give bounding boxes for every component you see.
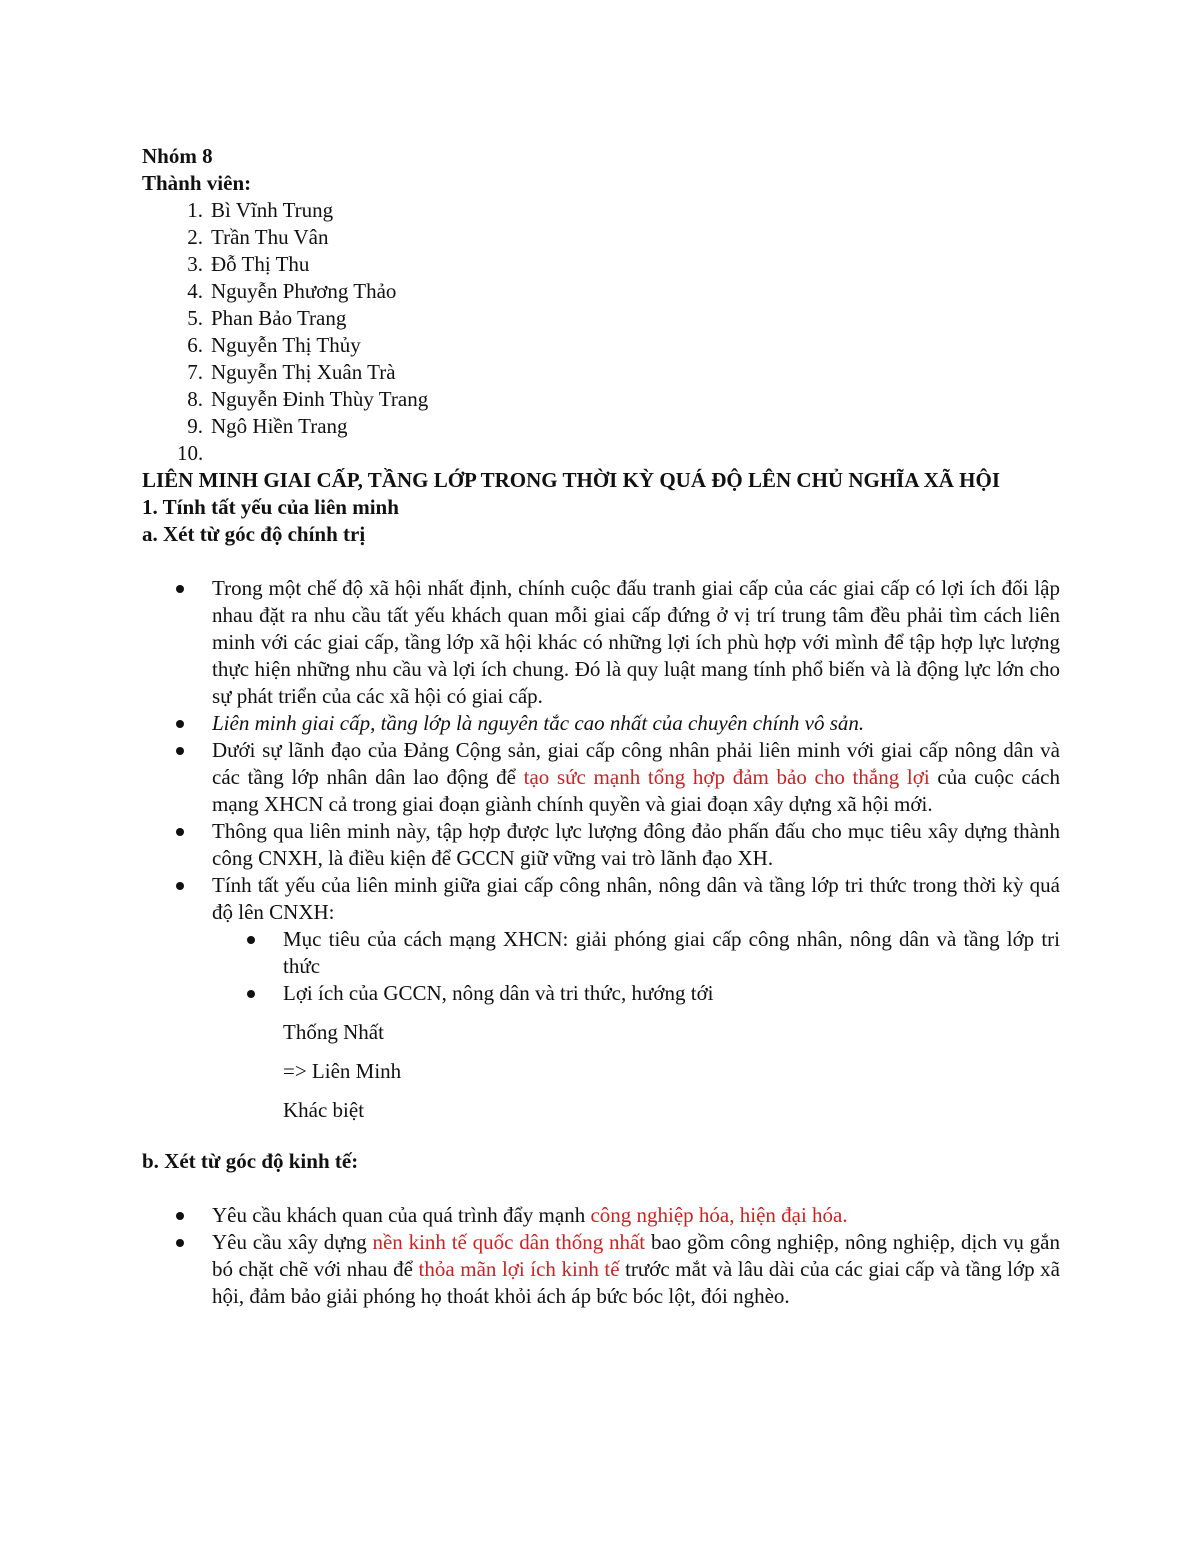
bullet-item [212, 575, 1060, 710]
document-page [142, 143, 1060, 1310]
member-number: 9. [187, 414, 203, 438]
bullet-text: bao gồm công nghiệp, nông nghiệp, dịch vụ gắn bó chặt chẽ với nhau để [212, 1230, 1060, 1281]
bullet-item [212, 818, 1060, 872]
sub-bullet-text: Mục tiêu của cách mạng XHCN: giải phóng giai cấp công nhân, nông dân và tầng lớp tri thức [283, 927, 1060, 978]
concept-diagram [142, 1013, 1060, 1130]
member-name: Nguyễn Thị Xuân Trà [211, 360, 396, 384]
member-name: Ngô Hiền Trang [211, 414, 348, 438]
bullet-text: của cuộc cách mạng XHCN cả trong giai đoạn giành chính quyền và giai đoạn xây dựng xã hội mới. [212, 765, 1060, 816]
member-name: Nguyễn Thị Thủy [211, 333, 361, 357]
bullet-icon [247, 936, 255, 944]
concept-alliance: => Liên Minh [283, 1059, 402, 1083]
sub-bullets [212, 926, 1060, 1007]
bullet-text: trước mắt và lâu dài của các giai cấp và tầng lớp xã hội, đảm bảo giải phóng họ thoát khỏi ách áp bức bóc lột, đói nghèo. [212, 1257, 1060, 1308]
sub-bullet-item [283, 980, 1060, 1007]
document-title: LIÊN MINH GIAI CẤP, TẦNG LỚP TRONG THỜI KỲ QUÁ ĐỘ LÊN CHỦ NGHĨA XÃ HỘI [142, 468, 1001, 492]
concept-difference: Khác biệt [283, 1098, 365, 1122]
highlight-text: nền kinh tế quốc dân thống nhất [372, 1230, 646, 1254]
member-number: 8. [187, 387, 203, 411]
bullet-item [212, 710, 1060, 737]
section-a-heading: a. Xét từ góc độ chính trị [142, 522, 366, 546]
section-b-heading: b. Xét từ góc độ kinh tế: [142, 1149, 359, 1173]
member-name: Bì Vĩnh Trung [211, 198, 334, 222]
bullet-icon [176, 882, 184, 890]
spacer [142, 548, 1060, 575]
bullet-icon [247, 990, 255, 998]
bullet-text: Yêu cầu xây dựng [212, 1230, 373, 1254]
bullet-icon [176, 585, 184, 593]
bullet-icon [176, 1239, 184, 1247]
member-item [177, 197, 1060, 224]
member-name: Nguyễn Đinh Thùy Trang [211, 387, 429, 411]
member-number: 3. [187, 252, 203, 276]
bullet-icon [176, 828, 184, 836]
highlight-text: công nghiệp hóa, hiện đại hóa. [590, 1203, 848, 1227]
spacer [142, 1175, 1060, 1202]
members-label: Thành viên: [142, 171, 252, 195]
highlight-text: tạo sức mạnh tổng hợp đảm bảo cho thắng lợi [523, 765, 930, 789]
member-name: Nguyễn Phương Thảo [211, 279, 397, 303]
bullet-icon [176, 720, 184, 728]
sub-bullet-text: Lợi ích của GCCN, nông dân và tri thức, hướng tới [283, 981, 714, 1005]
member-item [177, 278, 1060, 305]
member-item [177, 332, 1060, 359]
economic-bullets [142, 1202, 1060, 1310]
bullet-text: Liên minh giai cấp, tầng lớp là nguyên tắc cao nhất của chuyên chính vô sản. [212, 711, 865, 735]
bullet-text: Thông qua liên minh này, tập hợp được lực lượng đông đảo phấn đấu cho mục tiêu xây dựng thành công CNXH, là điều kiện để GCCN giữ vững vai trò lãnh đạo XH. [212, 819, 1060, 870]
member-item [177, 359, 1060, 386]
member-number: 10. [177, 441, 204, 465]
member-number: 1. [187, 198, 203, 222]
bullet-item [212, 1202, 1060, 1229]
bullet-item [212, 872, 1060, 1007]
member-name: Đỗ Thị Thu [211, 252, 310, 276]
member-item [177, 251, 1060, 278]
member-name: Phan Bảo Trang [211, 306, 347, 330]
member-item [177, 305, 1060, 332]
member-number: 6. [187, 333, 203, 357]
sub-bullet-item [283, 926, 1060, 980]
group-title: Nhóm 8 [142, 144, 213, 168]
member-item [177, 224, 1060, 251]
bullet-text: Tính tất yếu của liên minh giữa giai cấp công nhân, nông dân và tầng lớp tri thức trong thời kỳ quá độ lên CNXH: [212, 873, 1060, 924]
bullet-icon [176, 747, 184, 755]
member-number: 5. [187, 306, 203, 330]
member-item [177, 386, 1060, 413]
member-item [177, 413, 1060, 440]
bullet-text: Trong một chế độ xã hội nhất định, chính cuộc đấu tranh giai cấp của các giai cấp có lợi ích đối lập nhau đặt ra nhu cầu tất yếu khách quan mỗi giai cấp đứng ở vị trí trung tâm đều phải tìm cách liên minh với các giai cấp, tầng lớp xã hội khác có những lợi ích phù hợp với mình để tập hợp lực lượng thực hiện những nhu cầu và lợi ích chung. Đó là quy luật mang tính phổ biến và là động lực lớn cho sự phát triển của các xã hội có giai cấp. [212, 576, 1060, 708]
bullet-text: Yêu cầu khách quan của quá trình đẩy mạnh [212, 1203, 591, 1227]
section-1-heading: 1. Tính tất yếu của liên minh [142, 495, 399, 519]
member-number: 7. [187, 360, 203, 384]
highlight-text: thỏa mãn lợi ích kinh tế [418, 1257, 620, 1281]
member-number: 4. [187, 279, 203, 303]
bullet-item [212, 1229, 1060, 1310]
member-name: Trần Thu Vân [211, 225, 329, 249]
bullet-icon [176, 1212, 184, 1220]
political-bullets [142, 575, 1060, 1007]
concept-unity: Thống Nhất [283, 1020, 384, 1044]
bullet-text: Dưới sự lãnh đạo của Đảng Cộng sản, giai cấp công nhân phải liên minh với giai cấp nông dân và các tầng lớp nhân dân lao động để [212, 738, 1060, 789]
members-list [142, 197, 1060, 465]
member-number: 2. [187, 225, 203, 249]
bullet-item [212, 737, 1060, 818]
